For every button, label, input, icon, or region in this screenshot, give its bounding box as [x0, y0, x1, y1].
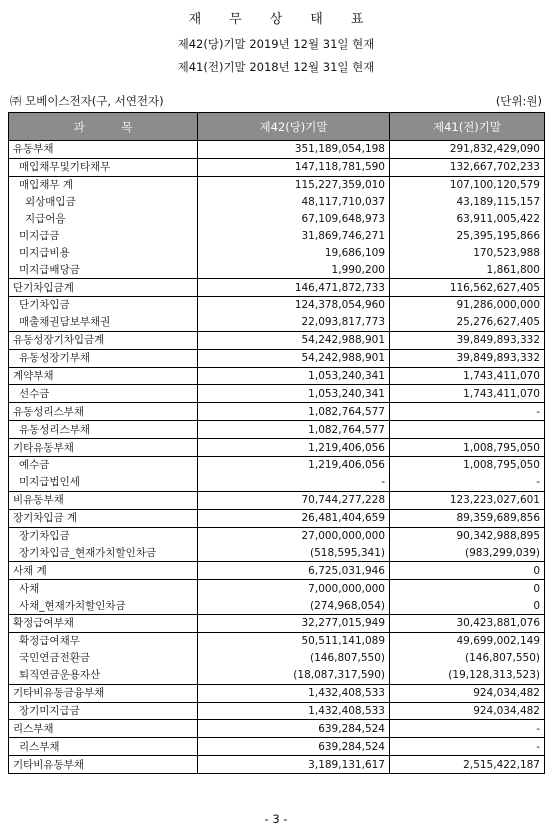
row-previous-value: 1,861,800 [390, 261, 545, 278]
row-previous-value: 25,395,195,866 [390, 227, 545, 244]
row-current-value: 48,117,710,037 [198, 194, 390, 211]
table-row [9, 227, 545, 244]
table-row [9, 297, 545, 314]
table-row [9, 211, 545, 228]
row-previous-value: 1,743,411,070 [390, 385, 545, 403]
table-row [9, 544, 545, 561]
row-current-value: 1,432,408,533 [198, 702, 390, 720]
table-row [9, 279, 545, 297]
table-row [9, 491, 545, 509]
period-previous: 제41(전)기말 2018년 12월 31일 현재 [177, 60, 375, 74]
row-current-value: 31,869,746,271 [198, 227, 390, 244]
row-account: 유동부채 [9, 141, 198, 159]
row-previous-value: - [390, 403, 545, 421]
table-row [9, 457, 545, 474]
row-current-value: 124,378,054,960 [198, 297, 390, 314]
row-current-value: (518,595,341) [198, 544, 390, 561]
row-current-value: 351,189,054,198 [198, 141, 390, 159]
row-previous-value: 63,911,005,422 [390, 211, 545, 228]
row-current-value: 1,219,406,056 [198, 439, 390, 457]
row-account: 예수금 [9, 457, 198, 474]
row-current-value: 26,481,404,659 [198, 509, 390, 527]
row-previous-value: 924,034,482 [390, 684, 545, 702]
table-row [9, 349, 545, 367]
row-current-value: (274,968,054) [198, 597, 390, 614]
row-current-value: 54,242,988,901 [198, 331, 390, 349]
row-account: 미지급비용 [9, 244, 198, 261]
row-account: 사채 [9, 580, 198, 597]
row-account: 매입채무 계 [9, 176, 198, 193]
row-previous-value: 91,286,000,000 [390, 297, 545, 314]
row-account: 리스부채 [9, 738, 198, 756]
row-current-value: 19,686,109 [198, 244, 390, 261]
row-current-value: 32,277,015,949 [198, 615, 390, 633]
table-row [9, 667, 545, 684]
table-row [9, 632, 545, 649]
period-current: 제42(당)기말 2019년 12월 31일 현재 [177, 37, 375, 51]
row-current-value: 1,990,200 [198, 261, 390, 278]
row-account: 장기차입금 계 [9, 509, 198, 527]
row-current-value: 1,432,408,533 [198, 684, 390, 702]
row-previous-value: 39,849,893,332 [390, 331, 545, 349]
row-current-value: 67,109,648,973 [198, 211, 390, 228]
row-previous-value: 0 [390, 562, 545, 580]
row-account: 퇴직연금운용자산 [9, 667, 198, 684]
statement-title [0, 8, 552, 27]
row-current-value: 22,093,817,773 [198, 314, 390, 331]
table-row [9, 385, 545, 403]
row-account: 단기차입금계 [9, 279, 198, 297]
table-row [9, 702, 545, 720]
header-previous: 제41(전)기말 [390, 113, 545, 141]
row-previous-value: (146,807,550) [390, 650, 545, 667]
page-number: - 3 - [264, 812, 288, 826]
row-account: 사채 계 [9, 562, 198, 580]
row-previous-value: 1,008,795,050 [390, 457, 545, 474]
row-previous-value: 90,342,988,895 [390, 527, 545, 544]
row-previous-value: 2,515,422,187 [390, 756, 545, 774]
table-row [9, 615, 545, 633]
row-current-value: 54,242,988,901 [198, 349, 390, 367]
header-current: 제42(당)기말 [198, 113, 390, 141]
row-previous-value: 0 [390, 580, 545, 597]
table-row [9, 738, 545, 756]
row-account: 미지급법인세 [9, 474, 198, 491]
row-previous-value: - [390, 474, 545, 491]
row-previous-value: 25,276,627,405 [390, 314, 545, 331]
row-account: 확정급여부채 [9, 615, 198, 633]
title-char: 재 [188, 12, 202, 27]
row-current-value: 147,118,781,590 [198, 158, 390, 176]
row-account: 미지급금 [9, 227, 198, 244]
row-account: 매출채권담보부채권 [9, 314, 198, 331]
row-account: 기타유동부채 [9, 439, 198, 457]
row-previous-value: 89,359,689,856 [390, 509, 545, 527]
table-row [9, 439, 545, 457]
row-current-value: 6,725,031,946 [198, 562, 390, 580]
row-previous-value: 116,562,627,405 [390, 279, 545, 297]
table-row [9, 194, 545, 211]
table-header-row [9, 113, 545, 141]
row-account: 지급어음 [9, 211, 198, 228]
row-current-value: 70,744,277,228 [198, 491, 390, 509]
row-previous-value: (19,128,313,523) [390, 667, 545, 684]
row-previous-value [390, 421, 545, 439]
row-current-value: 115,227,359,010 [198, 176, 390, 193]
row-previous-value: 49,699,002,149 [390, 632, 545, 649]
row-current-value: 1,082,764,577 [198, 403, 390, 421]
row-account: 기타비유동금융부채 [9, 684, 198, 702]
title-char: 태 [310, 12, 323, 27]
row-previous-value: 43,189,115,157 [390, 194, 545, 211]
row-current-value: - [198, 474, 390, 491]
row-previous-value: 1,008,795,050 [390, 439, 545, 457]
row-previous-value: - [390, 720, 545, 738]
table-row [9, 720, 545, 738]
company-name: ㈜ 모베이스전자(구, 서연전자) [10, 94, 164, 108]
row-current-value: 7,000,000,000 [198, 580, 390, 597]
row-current-value: 146,471,872,733 [198, 279, 390, 297]
table-row [9, 684, 545, 702]
row-account: 사채_현재가치할인차금 [9, 597, 198, 614]
table-row [9, 474, 545, 491]
row-account: 확정급여채무 [9, 632, 198, 649]
table-row [9, 244, 545, 261]
row-previous-value: 39,849,893,332 [390, 349, 545, 367]
row-account: 리스부채 [9, 720, 198, 738]
title-char: 표 [350, 12, 364, 27]
row-account: 기타비유동부채 [9, 756, 198, 774]
table-row [9, 261, 545, 278]
row-current-value: (146,807,550) [198, 650, 390, 667]
row-account: 미지급배당금 [9, 261, 198, 278]
row-account: 장기차입금_현재가치할인차금 [9, 544, 198, 561]
row-previous-value: 107,100,120,579 [390, 176, 545, 193]
table-row [9, 509, 545, 527]
row-account: 외상매입금 [9, 194, 198, 211]
row-account: 유동성리스부채 [9, 403, 198, 421]
table-row [9, 527, 545, 544]
table-row [9, 421, 545, 439]
row-account: 선수금 [9, 385, 198, 403]
row-previous-value: 170,523,988 [390, 244, 545, 261]
row-previous-value: 291,832,429,090 [390, 141, 545, 159]
title-char: 상 [269, 12, 283, 27]
row-previous-value: 0 [390, 597, 545, 614]
row-current-value: 3,189,131,617 [198, 756, 390, 774]
title-char: 무 [229, 12, 242, 27]
table-row [9, 650, 545, 667]
table-row [9, 331, 545, 349]
header-account: 과 목 [9, 113, 198, 141]
table-row [9, 314, 545, 331]
table-row [9, 580, 545, 597]
row-account: 유동성리스부채 [9, 421, 198, 439]
table-row [9, 562, 545, 580]
row-current-value: (18,087,317,590) [198, 667, 390, 684]
row-current-value: 639,284,524 [198, 738, 390, 756]
row-current-value: 1,053,240,341 [198, 385, 390, 403]
table-row [9, 158, 545, 176]
row-previous-value: 30,423,881,076 [390, 615, 545, 633]
row-previous-value: 123,223,027,601 [390, 491, 545, 509]
row-previous-value: (983,299,039) [390, 544, 545, 561]
unit-label: (단위:원) [495, 94, 542, 108]
row-previous-value: 924,034,482 [390, 702, 545, 720]
row-current-value: 50,511,141,089 [198, 632, 390, 649]
row-account: 단기차입금 [9, 297, 198, 314]
row-previous-value: 1,743,411,070 [390, 367, 545, 385]
row-account: 계약부채 [9, 367, 198, 385]
row-account: 장기차입금 [9, 527, 198, 544]
row-account: 유동성장기부채 [9, 349, 198, 367]
row-current-value: 1,053,240,341 [198, 367, 390, 385]
row-account: 국민연금전환금 [9, 650, 198, 667]
table-row [9, 176, 545, 193]
table-row [9, 756, 545, 774]
row-current-value: 1,082,764,577 [198, 421, 390, 439]
row-current-value: 1,219,406,056 [198, 457, 390, 474]
row-account: 유동성장기차입금계 [9, 331, 198, 349]
table-row [9, 367, 545, 385]
table-row [9, 403, 545, 421]
table-row [9, 597, 545, 614]
table-row [9, 141, 545, 159]
row-previous-value: - [390, 738, 545, 756]
row-previous-value: 132,667,702,233 [390, 158, 545, 176]
balance-sheet-table [8, 112, 545, 774]
row-account: 매입채무및기타채무 [9, 158, 198, 176]
row-current-value: 639,284,524 [198, 720, 390, 738]
row-current-value: 27,000,000,000 [198, 527, 390, 544]
row-account: 비유동부채 [9, 491, 198, 509]
row-account: 장기미지급금 [9, 702, 198, 720]
